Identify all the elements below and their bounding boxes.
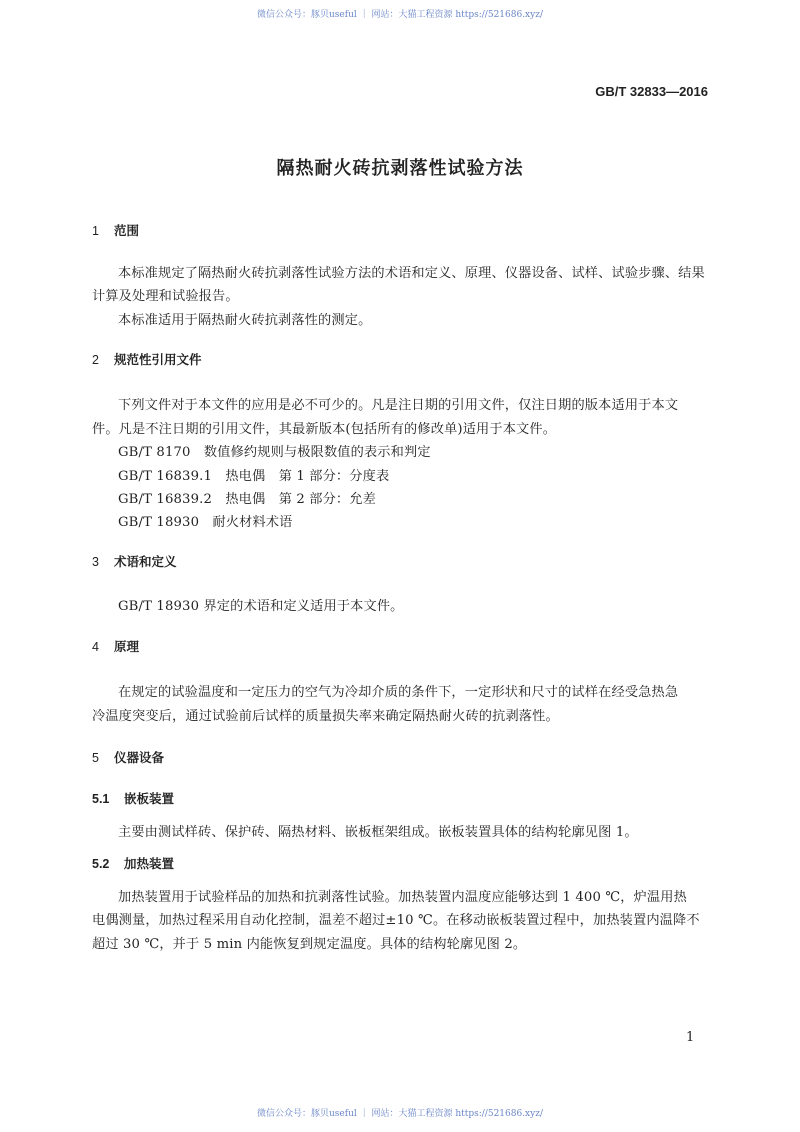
- reference-item: [118, 465, 389, 484]
- reference-item: [118, 441, 431, 460]
- paragraph-line: 主要由测试样砖、保护砖、隔热材料、嵌板框架组成。嵌板装置具体的结构轮廓见图 1。: [118, 825, 638, 840]
- reference-item: [118, 488, 376, 507]
- section-title: 原理: [114, 639, 140, 654]
- page-number: 1: [686, 1030, 695, 1045]
- reference-name: 数值修约规则与极限数值的表示和判定: [203, 445, 431, 460]
- watermark-top: 微信公众号：豚贝useful ｜ 网站：大猫工程资源 https://521686.xyz/: [257, 10, 543, 20]
- paragraph-line: 本标准规定了隔热耐火砖抗剥落性试验方法的术语和定义、原理、仪器设备、试样、试验步骤、结果: [118, 266, 705, 281]
- paragraph-line: 超过 30 ℃，并于 5 min 内能恢复到规定温度。具体的结构轮廓见图 2。: [92, 937, 527, 952]
- section-number: 1: [92, 224, 99, 238]
- section-number: 5: [92, 751, 99, 765]
- paragraph-line: 下列文件对于本文件的应用是必不可少的。凡是注日期的引用文件，仅注日期的版本适用于本文: [118, 398, 679, 413]
- section-title: 加热装置: [124, 856, 175, 871]
- document-title: 隔热耐火砖抗剥落性试验方法: [276, 158, 524, 179]
- paragraph-line: 本标准适用于隔热耐火砖抗剥落性的测定。: [118, 313, 372, 328]
- section-4-heading: [92, 637, 139, 655]
- section-title: 规范性引用文件: [114, 352, 202, 367]
- paragraph-line: 计算及处理和试验报告。: [92, 289, 239, 304]
- paragraph-line: GB/T 18930 界定的术语和定义适用于本文件。: [118, 599, 404, 614]
- section-number: 2: [92, 353, 99, 367]
- reference-code: GB/T 8170: [118, 445, 191, 460]
- reference-name: 耐火材料术语: [212, 515, 293, 530]
- watermark-bottom: 微信公众号：豚贝useful ｜ 网站：大猫工程资源 https://521686.xyz/: [257, 1109, 543, 1119]
- section-title: 嵌板装置: [124, 791, 175, 806]
- section-number: 5.1: [92, 792, 110, 806]
- section-number: 3: [92, 555, 99, 569]
- section-5-heading: [92, 748, 164, 766]
- section-title: 范围: [114, 223, 140, 238]
- reference-item: [118, 511, 292, 530]
- reference-code: GB/T 16839.2: [118, 492, 212, 507]
- section-title: 仪器设备: [114, 750, 165, 765]
- section-5-2-heading: [92, 854, 174, 872]
- paragraph-line: 在规定的试验温度和一定压力的空气为冷却介质的条件下，一定形状和尺寸的试样在经受急热急: [118, 685, 679, 700]
- reference-name: 热电偶 第 2 部分：允差: [225, 492, 376, 507]
- reference-code: GB/T 16839.1: [118, 469, 212, 484]
- section-number: 5.2: [92, 857, 110, 871]
- section-title: 术语和定义: [114, 554, 177, 569]
- section-3-heading: [92, 552, 177, 570]
- paragraph-line: 电偶测量，加热过程采用自动化控制，温差不超过±10 ℃。在移动嵌板装置过程中，加热装置内温降不: [92, 913, 700, 928]
- section-2-heading: [92, 350, 202, 368]
- reference-name: 热电偶 第 1 部分：分度表: [225, 469, 390, 484]
- section-5-1-heading: [92, 789, 174, 807]
- paragraph-line: 冷温度突变后，通过试验前后试样的质量损失率来确定隔热耐火砖的抗剥落性。: [92, 709, 559, 724]
- reference-code: GB/T 18930: [118, 515, 200, 530]
- paragraph-line: 加热装置用于试验样品的加热和抗剥落性试验。加热装置内温度应能够达到 1 400 ℃，炉温用热: [118, 890, 687, 905]
- paragraph-line: 件。凡是不注日期的引用文件，其最新版本(包括所有的修改单)适用于本文件。: [92, 422, 557, 437]
- standard-number: GB/T 32833—2016: [595, 84, 708, 99]
- section-1-heading: [92, 221, 139, 239]
- section-number: 4: [92, 640, 99, 654]
